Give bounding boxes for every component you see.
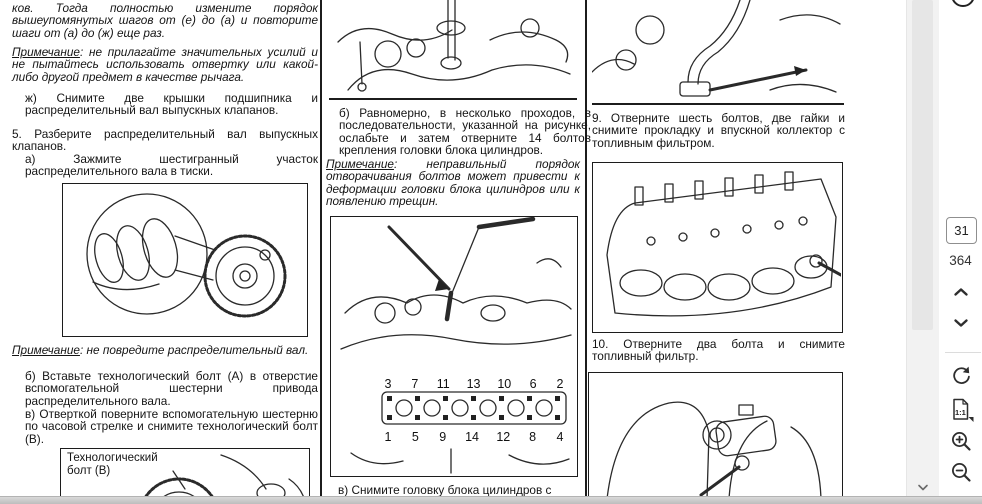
figure-head-bolt-order bbox=[330, 216, 578, 477]
note-1 bbox=[12, 46, 318, 83]
note-2 bbox=[12, 344, 318, 356]
figure-fuel-filter bbox=[588, 372, 843, 496]
figure-fuel-pipe bbox=[592, 0, 844, 100]
bolt-number: 9 bbox=[439, 430, 447, 444]
page-total-label: 364 bbox=[949, 253, 972, 268]
bolt-strip-drawing bbox=[381, 391, 567, 425]
step-b: б) Вставьте технологический болт (А) в отверстие вспомогательной шестерни привода распределительного вала. bbox=[25, 369, 318, 408]
chevron-up-icon bbox=[953, 287, 969, 297]
zoom-in-button[interactable] bbox=[939, 429, 982, 453]
figure-rule bbox=[592, 103, 844, 105]
note-mid bbox=[326, 158, 580, 208]
page-number-input[interactable]: 31 bbox=[946, 217, 977, 244]
figure-rule bbox=[329, 98, 577, 100]
bolt-number: 4 bbox=[556, 430, 564, 444]
actual-size-button[interactable] bbox=[939, 396, 982, 423]
column-divider-left bbox=[320, 0, 322, 496]
toolbar-divider bbox=[945, 352, 981, 353]
bolt-number: 12 bbox=[496, 430, 511, 444]
bolt-numbers-top bbox=[381, 377, 567, 391]
column-divider-right bbox=[585, 0, 587, 496]
bolt-order-diagram bbox=[381, 377, 567, 444]
note-lead: Примечание bbox=[12, 45, 80, 59]
note-body: : неправильный порядок отворачивания болтов может привести к деформации головки блока цилиндров или к появлению трещин. bbox=[326, 157, 580, 209]
bolt-number: 7 bbox=[411, 377, 419, 391]
step-5: 5. Разберите распределительный вал выпускных клапанов. bbox=[12, 127, 318, 154]
rotate-clockwise-icon bbox=[950, 365, 972, 387]
bolt-number: 13 bbox=[466, 377, 481, 391]
previous-page-button[interactable] bbox=[939, 284, 982, 300]
zoom-out-icon bbox=[950, 461, 972, 483]
step-10: 10. Отверните два болта и снимите топливный фильтр. bbox=[592, 337, 845, 364]
step-v-mid: в) Снимите головку блока цилиндров с bbox=[338, 483, 552, 496]
bolt-number: 8 bbox=[529, 430, 537, 444]
step-b-mid: б) Равномерно, в несколько проходов, в последовательности, указанной на рисунке, ослабьте и затем отверните 14 болтов крепления головки блока цилиндров. bbox=[339, 106, 591, 158]
scrollbar-thumb[interactable] bbox=[912, 0, 933, 330]
vertical-scrollbar[interactable] bbox=[906, 0, 939, 496]
note-body: : не повредите распределительный вал. bbox=[79, 343, 309, 357]
step-v: в) Отверткой поверните вспомогательную шестерню по часовой стрелке и снимите технологический болт (В). bbox=[25, 407, 318, 446]
partial-circle-icon[interactable] bbox=[951, 0, 975, 7]
viewer-toolbar bbox=[939, 0, 982, 496]
figure-camshaft-in-vise bbox=[62, 183, 308, 337]
page-one-to-one-icon bbox=[948, 397, 974, 423]
camshaft-drawing bbox=[63, 184, 307, 335]
figure-label: Технологический болт (В) bbox=[67, 452, 158, 477]
small-chevron-down-icon bbox=[917, 484, 929, 491]
chevron-down-icon bbox=[953, 318, 969, 328]
bolt-number: 14 bbox=[465, 430, 479, 444]
fit-label: 1:1 bbox=[954, 407, 966, 417]
scrollbar-down-button[interactable] bbox=[907, 480, 939, 494]
figure-service-bolt bbox=[60, 448, 310, 496]
figure-valve-tool bbox=[330, 0, 576, 94]
zoom-out-button[interactable] bbox=[939, 460, 982, 484]
bolt-number: 10 bbox=[497, 377, 512, 391]
zoom-in-icon bbox=[950, 430, 972, 452]
note-lead: Примечание bbox=[326, 157, 394, 171]
step-a: а) Зажмите шестигранный участок распределительного вала в тиски. bbox=[25, 152, 318, 179]
horizontal-scrollbar[interactable] bbox=[0, 496, 982, 504]
paragraph-intro: ков. Тогда полностью измените порядок вышеупомянутых шагов от (е) до (а) и повторите шаги от (а) до (ж) еще раз. bbox=[12, 1, 318, 40]
step-9: 9. Отверните шесть болтов, две гайки и снимите прокладку и впускной коллектор с топливным фильтром. bbox=[592, 111, 845, 150]
bolt-number: 1 bbox=[384, 430, 392, 444]
bolt-number: 6 bbox=[529, 377, 537, 391]
note-lead: Примечание bbox=[12, 343, 80, 357]
bolt-numbers-bottom bbox=[381, 430, 567, 444]
next-page-button[interactable] bbox=[939, 315, 982, 331]
note-body: : не прилагайте значительных усилий и не пытайтесь использовать отвертку или какой-либо другой предмет в качестве рычага. bbox=[12, 45, 318, 84]
bolt-number: 5 bbox=[411, 430, 419, 444]
step-zh: ж) Снимите две крышки подшипника и распределительный вал выпускных клапанов. bbox=[25, 91, 318, 118]
bolt-number: 3 bbox=[384, 377, 392, 391]
bolt-number: 11 bbox=[436, 377, 450, 391]
rotate-button[interactable] bbox=[939, 364, 982, 388]
bolt-number: 2 bbox=[556, 377, 564, 391]
figure-intake-manifold bbox=[592, 162, 843, 333]
